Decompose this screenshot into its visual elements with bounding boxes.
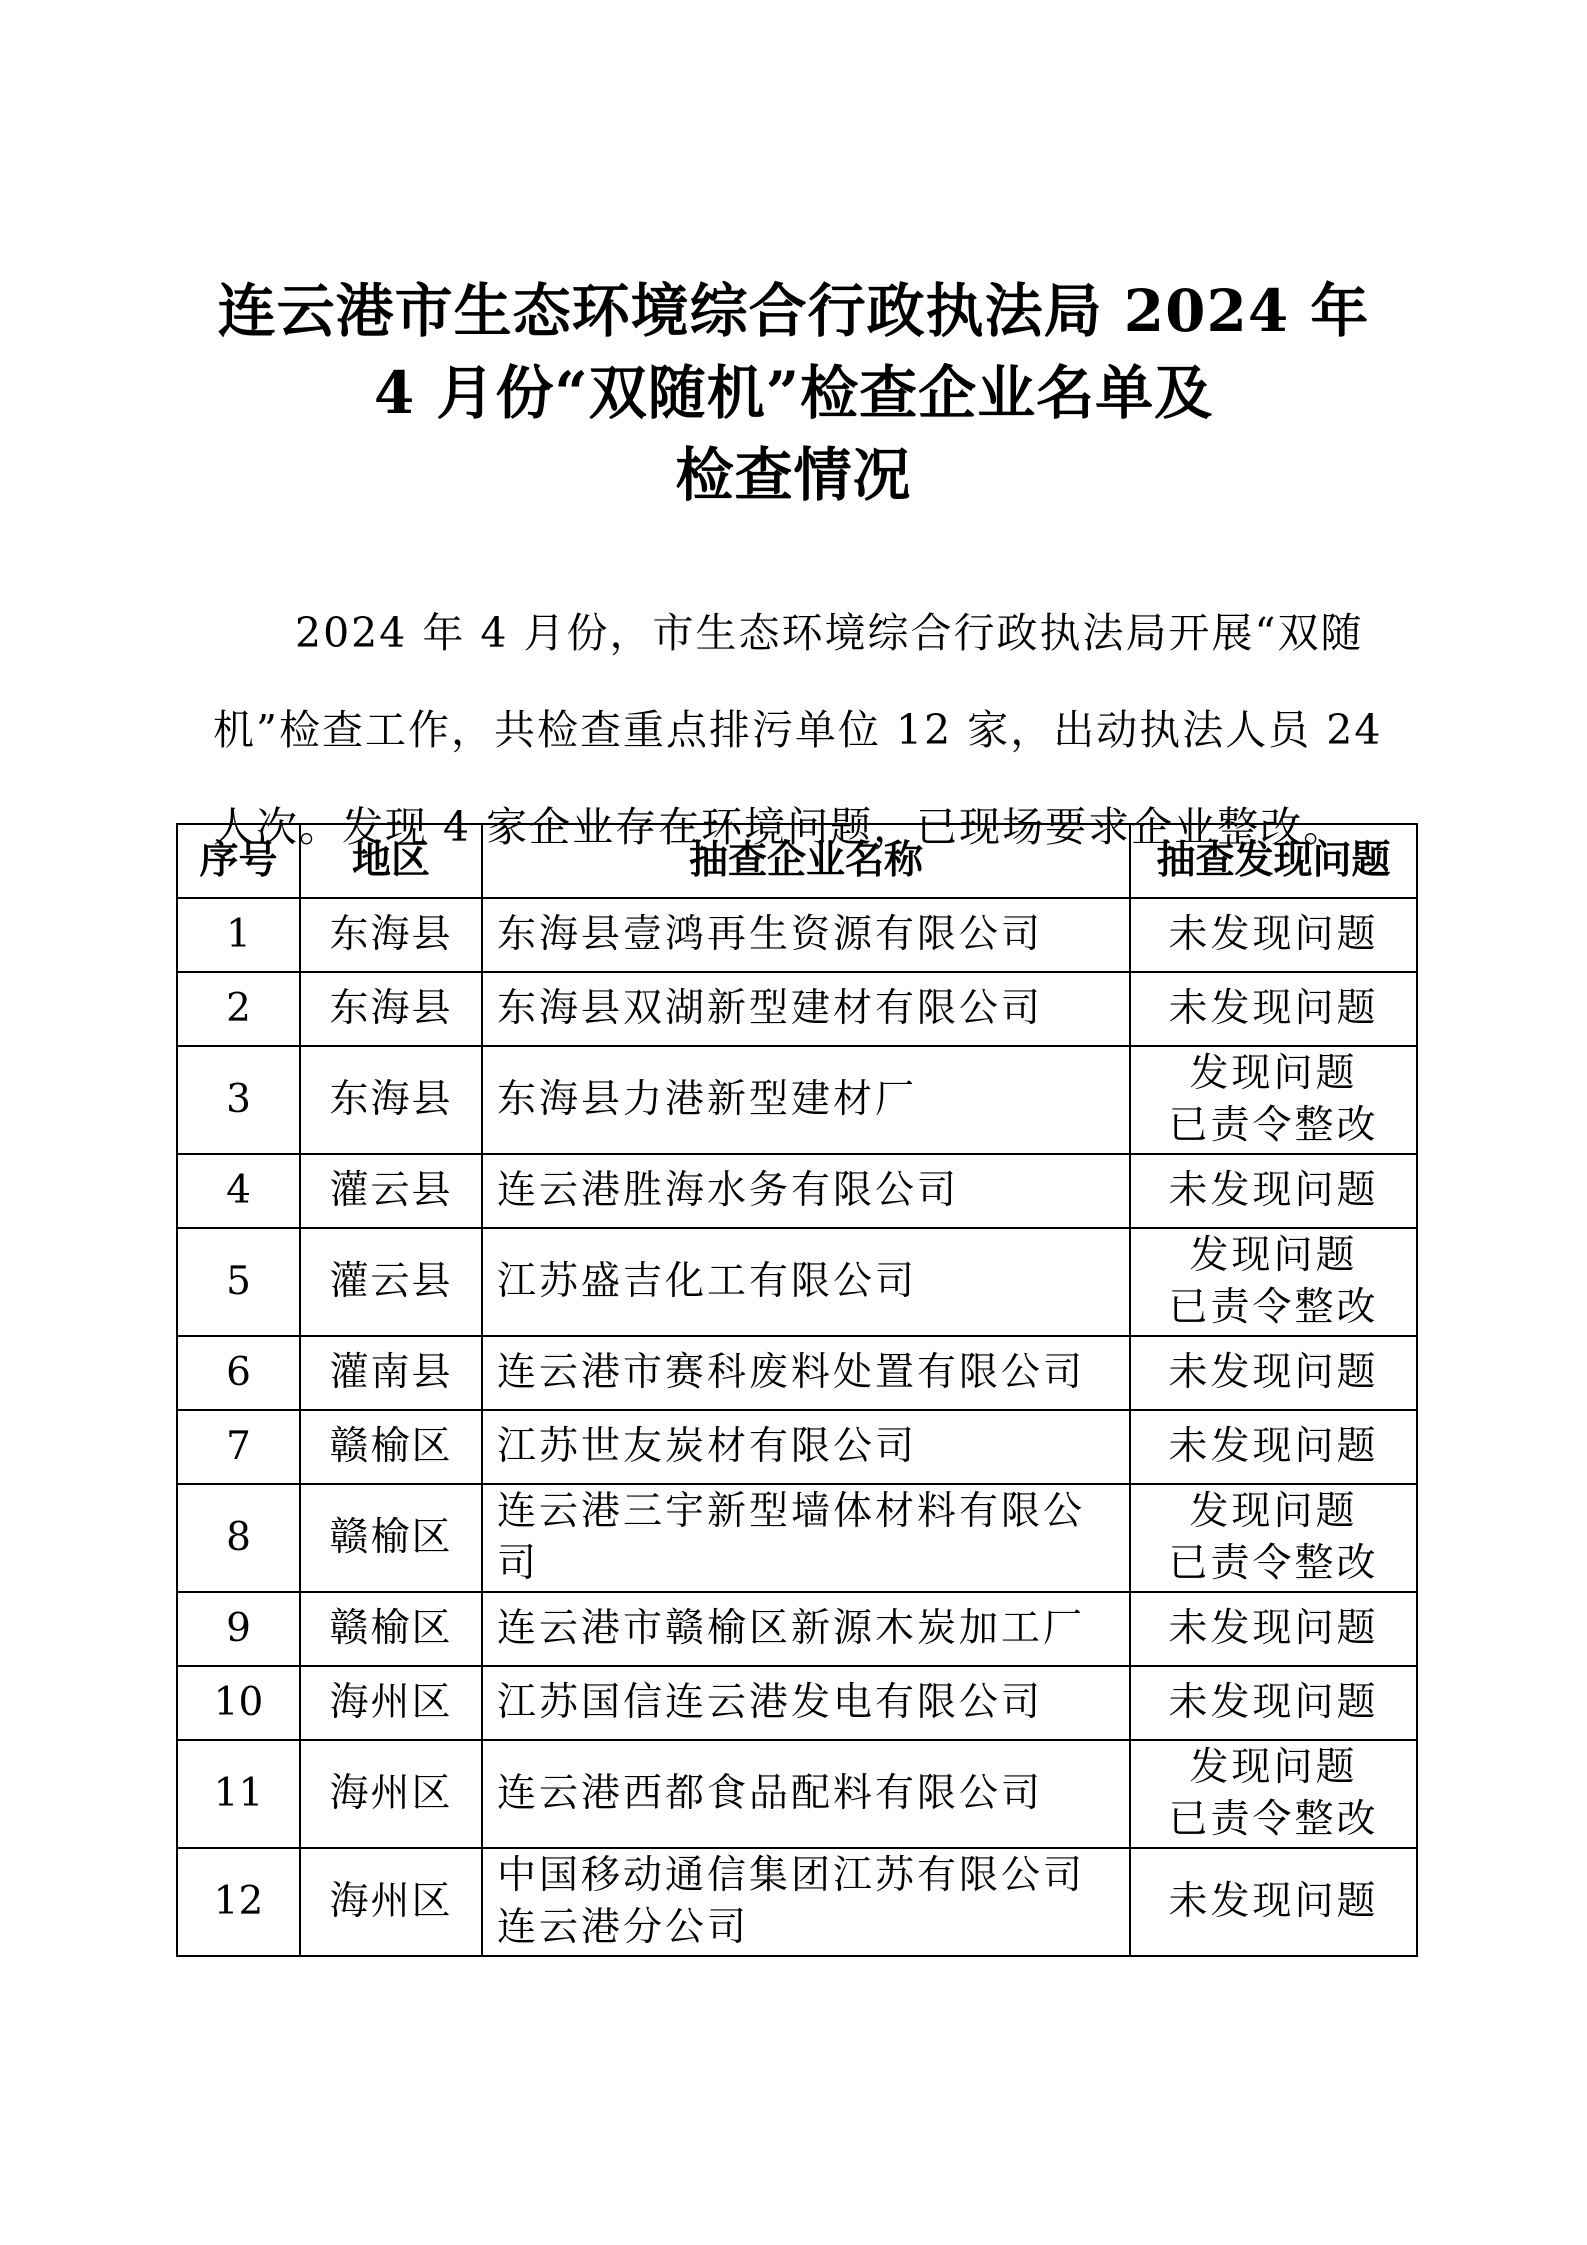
row-region: 赣榆区 [300, 1592, 482, 1666]
issue-line: 已责令整改 [1168, 1797, 1379, 1842]
table-row [177, 1740, 1417, 1848]
issue-line: 已责令整改 [1168, 1285, 1379, 1330]
row-number: 12 [177, 1848, 300, 1956]
row-region: 海州区 [300, 1666, 482, 1740]
issue-line: 未发现问题 [1168, 1424, 1379, 1469]
row-company: 江苏世友炭材有限公司 [482, 1410, 1130, 1484]
row-number: 10 [177, 1666, 300, 1740]
header-no: 序号 [177, 824, 300, 898]
row-number: 5 [177, 1228, 300, 1336]
row-company: 连云港胜海水务有限公司 [482, 1154, 1130, 1228]
issue-line: 已责令整改 [1168, 1103, 1379, 1148]
row-issue [1130, 1410, 1417, 1484]
table-row [177, 1228, 1417, 1336]
row-region: 东海县 [300, 1046, 482, 1154]
issue-line: 未发现问题 [1168, 1168, 1379, 1213]
table-body [177, 898, 1417, 1956]
row-number: 9 [177, 1592, 300, 1666]
row-number: 3 [177, 1046, 300, 1154]
row-number: 8 [177, 1484, 300, 1592]
issue-line: 发现问题 [1189, 1233, 1358, 1278]
table-row [177, 1410, 1417, 1484]
issue-line: 未发现问题 [1168, 1350, 1379, 1395]
issue-line: 发现问题 [1189, 1489, 1358, 1534]
row-region: 赣榆区 [300, 1410, 482, 1484]
issue-line: 未发现问题 [1168, 1606, 1379, 1651]
header-issue: 抽查发现问题 [1130, 824, 1417, 898]
header-region: 地区 [300, 824, 482, 898]
row-issue [1130, 1228, 1417, 1336]
issue-line: 未发现问题 [1168, 986, 1379, 1031]
table-row [177, 1336, 1417, 1410]
title-line-2: 4 月份“双随机”检查企业名单及 [373, 359, 1214, 427]
row-region: 海州区 [300, 1740, 482, 1848]
row-company: 连云港西都食品配料有限公司 [482, 1740, 1130, 1848]
row-number: 1 [177, 898, 300, 972]
row-number: 6 [177, 1336, 300, 1410]
issue-line: 发现问题 [1189, 1745, 1358, 1790]
table-row [177, 1154, 1417, 1228]
row-company: 中国移动通信集团江苏有限公司连云港分公司 [482, 1848, 1130, 1956]
row-region: 赣榆区 [300, 1484, 482, 1592]
row-issue [1130, 1592, 1417, 1666]
row-number: 7 [177, 1410, 300, 1484]
row-issue [1130, 1154, 1417, 1228]
row-region: 灌云县 [300, 1154, 482, 1228]
header-company: 抽查企业名称 [482, 824, 1130, 898]
issue-line: 未发现问题 [1168, 1879, 1379, 1924]
table-row [177, 972, 1417, 1046]
issue-line: 已责令整改 [1168, 1541, 1379, 1586]
table-header-row [177, 824, 1417, 898]
row-company: 连云港市赣榆区新源木炭加工厂 [482, 1592, 1130, 1666]
inspection-table [176, 823, 1418, 1957]
row-region: 灌云县 [300, 1228, 482, 1336]
table-row [177, 1046, 1417, 1154]
table-row [177, 1592, 1417, 1666]
table-row [177, 898, 1417, 972]
row-issue [1130, 1336, 1417, 1410]
table-row [177, 1848, 1417, 1956]
title-line-3: 检查情况 [675, 441, 912, 509]
row-region: 东海县 [300, 898, 482, 972]
row-number: 11 [177, 1740, 300, 1848]
row-number: 2 [177, 972, 300, 1046]
row-issue [1130, 1046, 1417, 1154]
table-row [177, 1484, 1417, 1592]
row-region: 海州区 [300, 1848, 482, 1956]
row-company: 东海县力港新型建材厂 [482, 1046, 1130, 1154]
issue-line: 未发现问题 [1168, 1680, 1379, 1725]
row-issue [1130, 972, 1417, 1046]
row-issue [1130, 1740, 1417, 1848]
row-issue [1130, 898, 1417, 972]
row-issue [1130, 1484, 1417, 1592]
row-region: 东海县 [300, 972, 482, 1046]
row-issue [1130, 1848, 1417, 1956]
row-region: 灌南县 [300, 1336, 482, 1410]
issue-line: 未发现问题 [1168, 912, 1379, 957]
document-title [180, 270, 1407, 516]
row-company: 连云港市赛科废料处置有限公司 [482, 1336, 1130, 1410]
row-company: 江苏盛吉化工有限公司 [482, 1228, 1130, 1336]
row-company: 连云港三宇新型墙体材料有限公司 [482, 1484, 1130, 1592]
table-row [177, 1666, 1417, 1740]
row-company: 江苏国信连云港发电有限公司 [482, 1666, 1130, 1740]
row-number: 4 [177, 1154, 300, 1228]
issue-line: 发现问题 [1189, 1051, 1358, 1096]
row-issue [1130, 1666, 1417, 1740]
intro-text: 2024 年 4 月份，市生态环境综合行政执法局开展“双随机”检查工作，共检查重点排污单位 12 家，出动执法人员 24 人次。发现 4 家企业存在环境问题，已现场要求企业整改。 [213, 609, 1383, 851]
row-company: 东海县双湖新型建材有限公司 [482, 972, 1130, 1046]
row-company: 东海县壹鸿再生资源有限公司 [482, 898, 1130, 972]
title-line-1: 连云港市生态环境综合行政执法局 2024 年 [217, 277, 1370, 345]
